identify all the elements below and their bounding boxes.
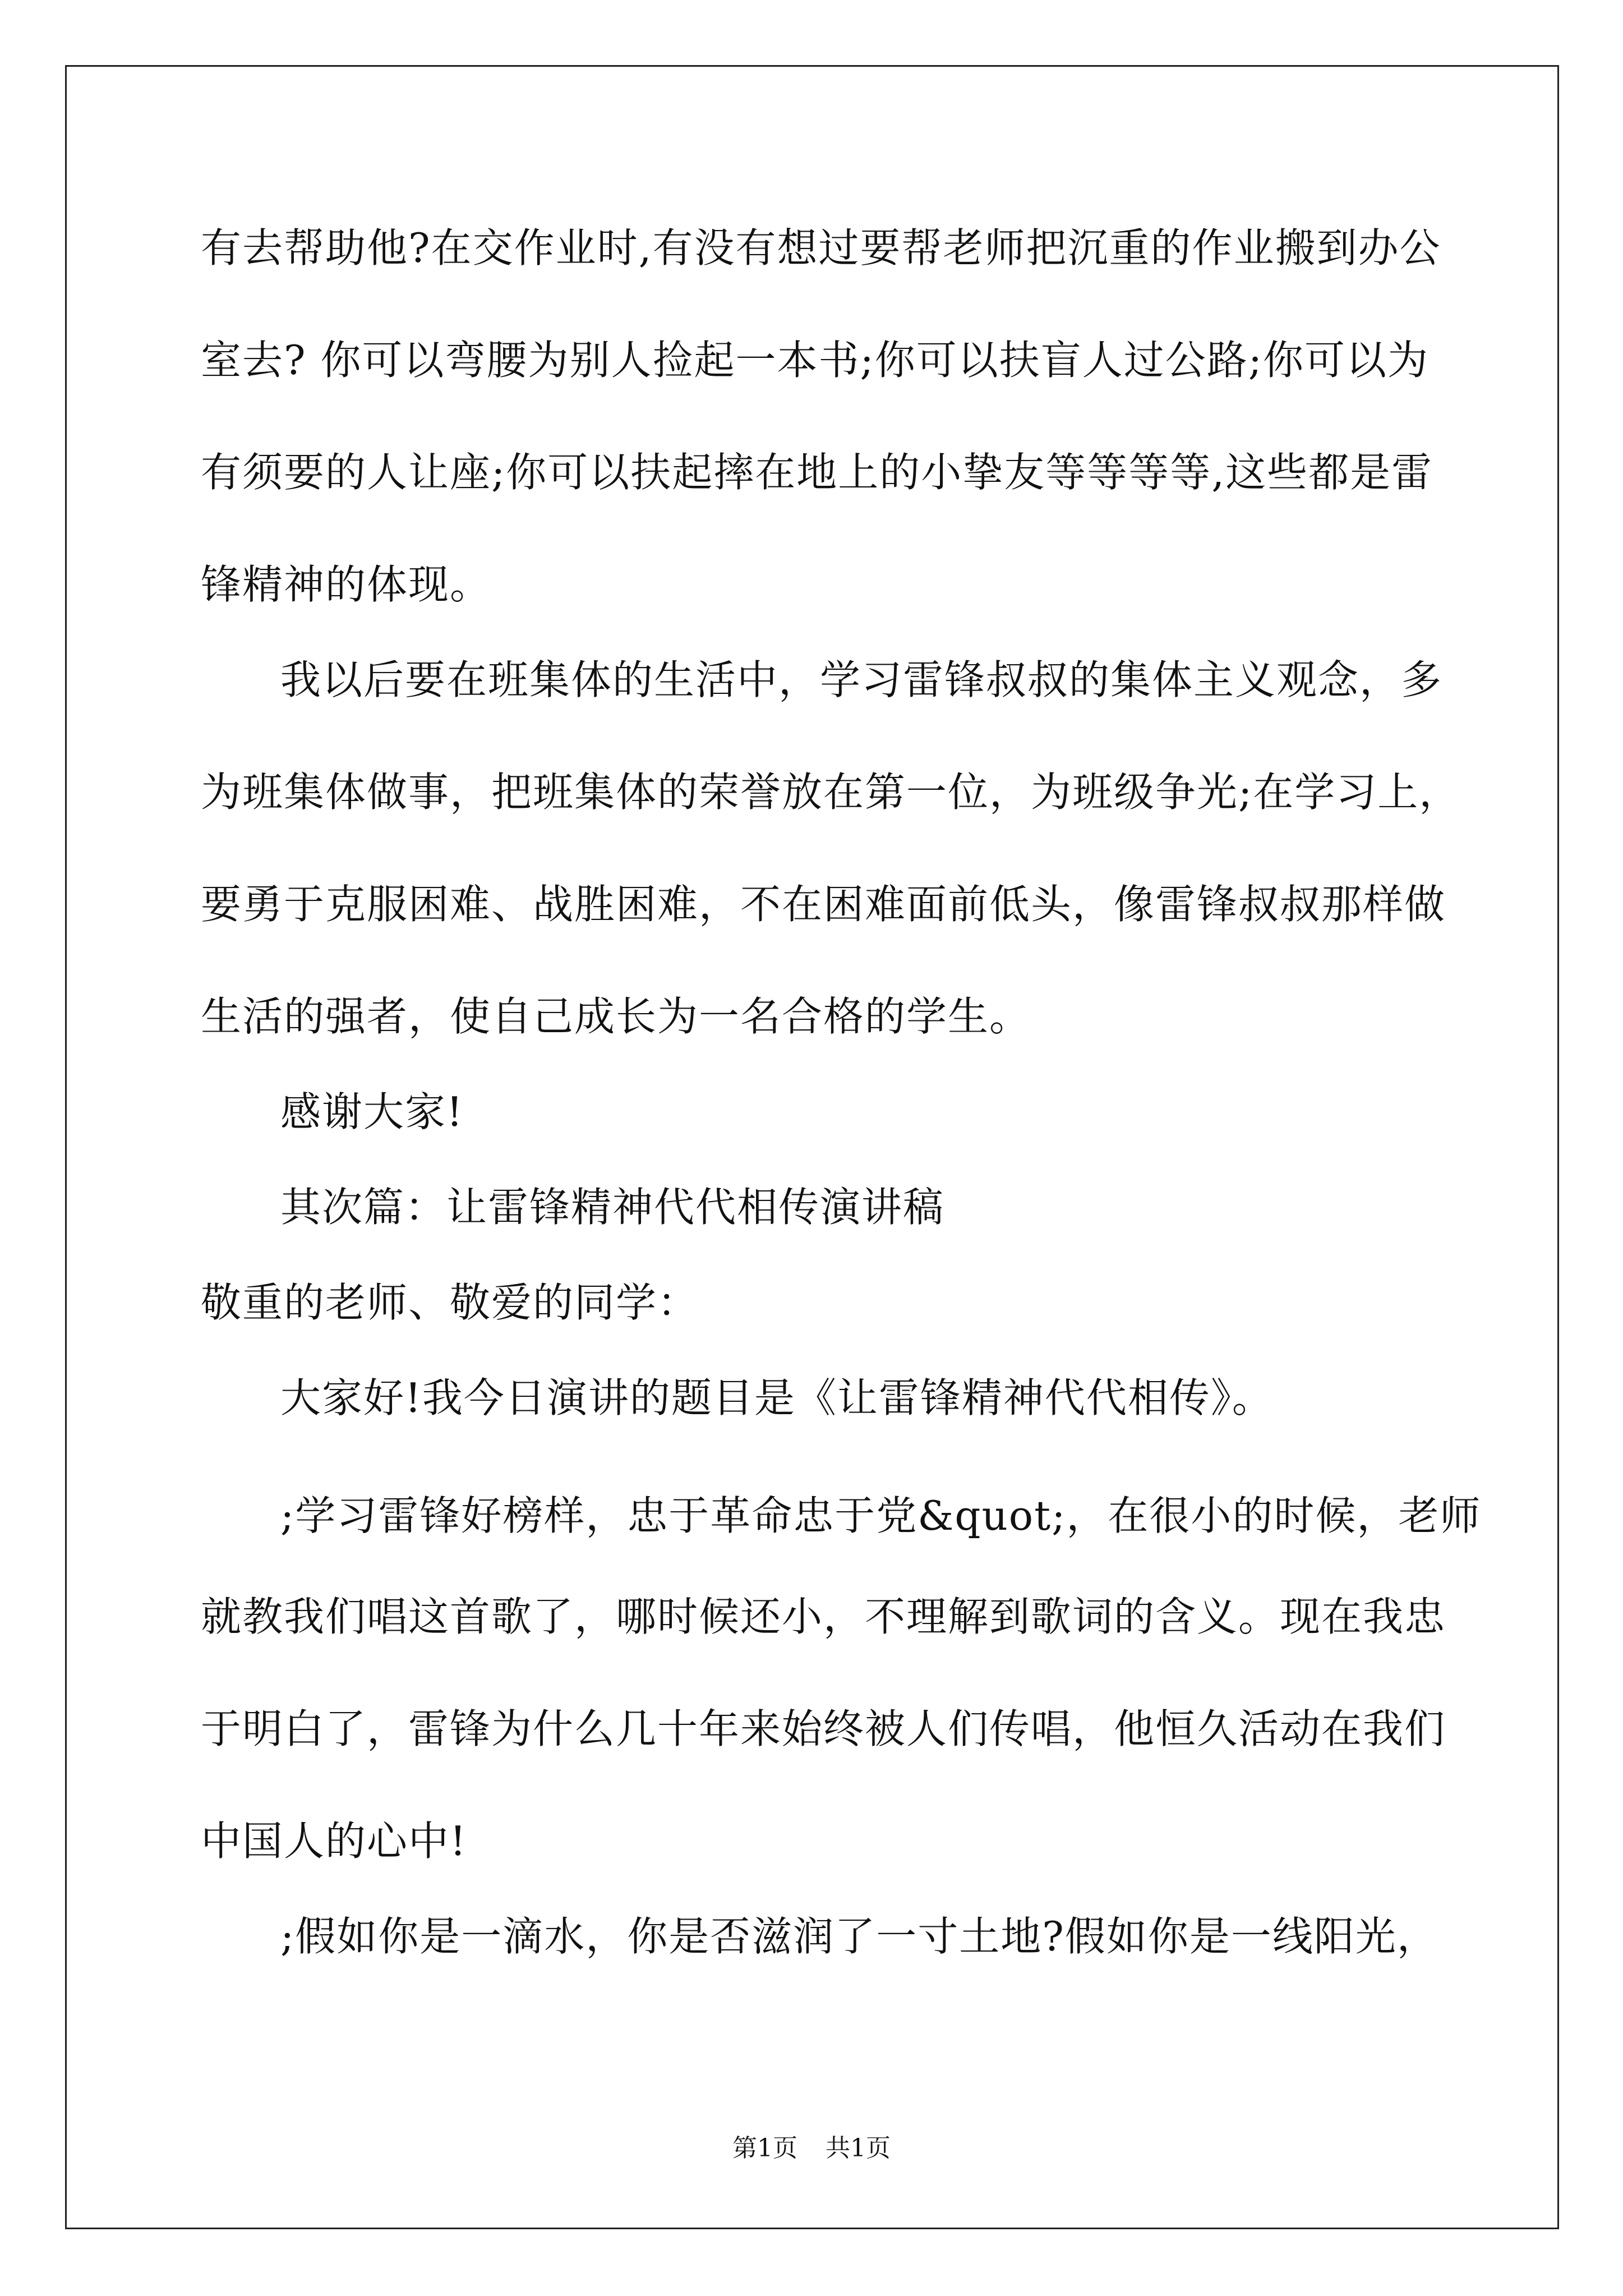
body-line-6: 为班集体做事，把班集体的荣誉放在第一位，为班级争光;在学习上， bbox=[201, 769, 1461, 816]
body-line-9: 感谢大家! bbox=[280, 1088, 464, 1135]
page-total: 共1页 bbox=[826, 2134, 891, 2162]
body-line-13: ;学习雷锋好榜样，忠于革命忠于党&quot;，在很小的时候，老师 bbox=[280, 1492, 1482, 1539]
body-line-8: 生活的强者，使自己成长为一名合格的学生。 bbox=[201, 993, 1031, 1040]
section-heading: 其次篇：让雷锋精神代代相传演讲稿 bbox=[280, 1184, 945, 1231]
page-number: 第1页 bbox=[732, 2134, 797, 2162]
body-line-15: 于明白了，雷锋为什么几十年来始终被人们传唱，他恒久活动在我们 bbox=[201, 1705, 1446, 1752]
body-line-7: 要勇于克服困难、战胜困难，不在困难面前低头，像雷锋叔叔那样做 bbox=[201, 881, 1446, 928]
body-line-3: 有须要的人让座;你可以扶起摔在地上的小挚友等等等等,这些都是雷 bbox=[201, 449, 1433, 496]
body-line-4: 锋精神的体现。 bbox=[201, 561, 492, 608]
body-line-5: 我以后要在班集体的生活中，学习雷锋叔叔的集体主义观念，多 bbox=[280, 656, 1443, 703]
body-line-16: 中国人的心中! bbox=[201, 1818, 467, 1865]
body-line-1: 有去帮助他?在交作业时,有没有想过要帮老师把沉重的作业搬到办公 bbox=[201, 224, 1441, 272]
page-border bbox=[65, 65, 1559, 2229]
page-footer bbox=[0, 2132, 1623, 2165]
body-line-14: 就教我们唱这首歌了，哪时候还小，不理解到歌词的含义。现在我忠 bbox=[201, 1593, 1446, 1640]
body-line-2: 室去? 你可以弯腰为别人捡起一本书;你可以扶盲人过公路;你可以为 bbox=[201, 337, 1430, 384]
body-line-17: ;假如你是一滴水，你是否滋润了一寸土地?假如你是一线阳光， bbox=[280, 1913, 1438, 1960]
body-line-12: 大家好!我今日演讲的题目是《让雷锋精神代代相传》。 bbox=[280, 1374, 1274, 1421]
salutation: 敬重的老师、敬爱的同学： bbox=[201, 1279, 699, 1326]
